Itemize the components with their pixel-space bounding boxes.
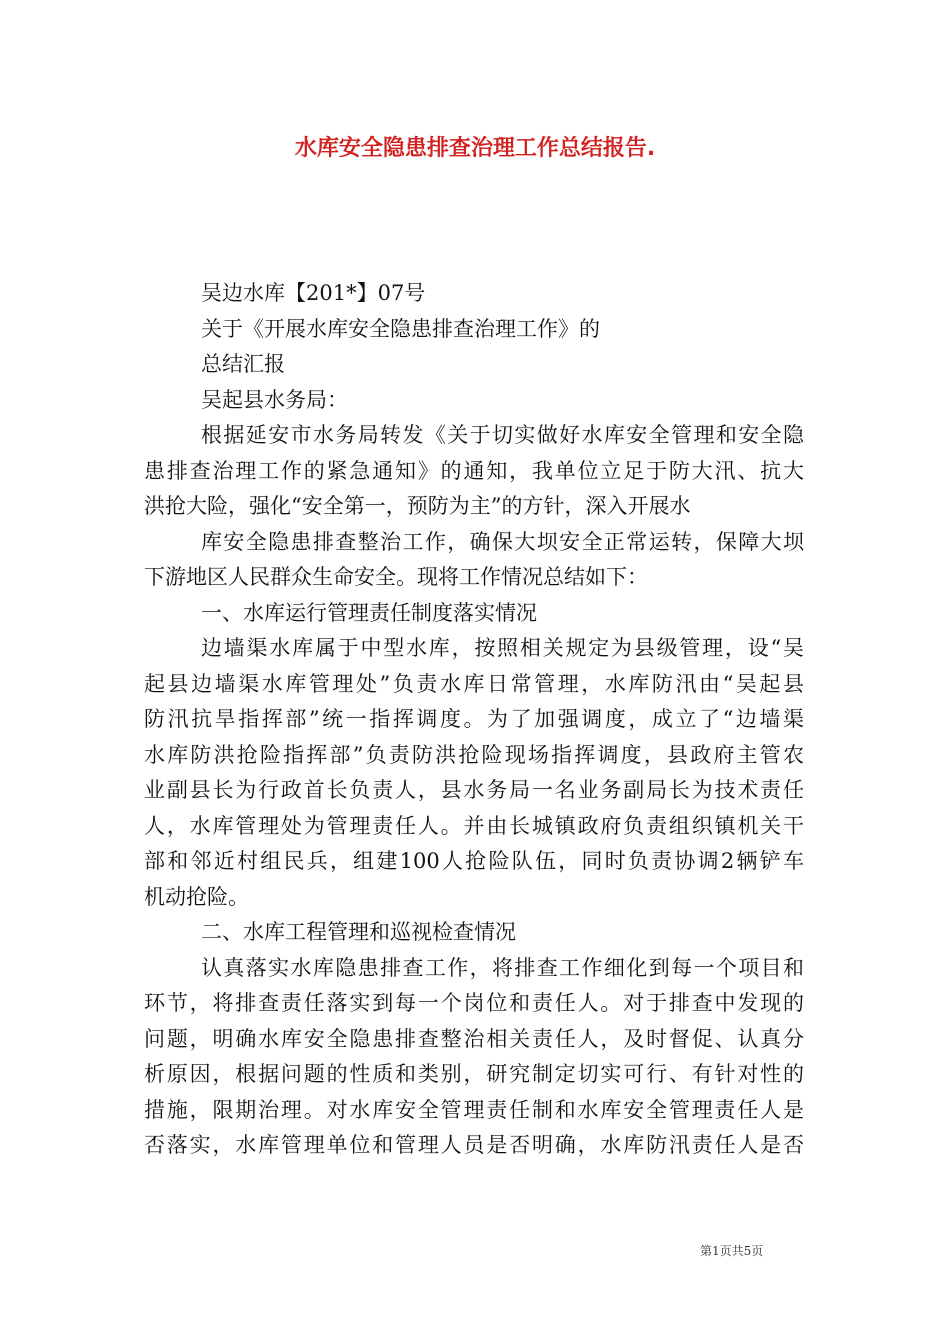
- paragraph-line: 水库防洪抢险指挥部”负责防洪抢险现场指挥调度，县政府主管农: [144, 742, 804, 767]
- section-heading-1: 一、水库运行管理责任制度落实情况: [201, 600, 537, 625]
- doc-number: 吴边水库【201*】07号: [201, 281, 426, 305]
- paragraph-line: 起县边墙渠水库管理处”负责水库日常管理，水库防汛由“吴起县: [144, 671, 804, 696]
- report-subject-cont: 总结汇报: [201, 352, 285, 376]
- paragraph-line: 部和邻近村组民兵，组建100人抢险队伍，同时负责协调2辆铲车: [144, 849, 804, 873]
- paragraph-line: 析原因，根据问题的性质和类别，研究制定切实可行、有针对性的: [144, 1062, 804, 1086]
- report-subject: 关于《开展水库安全隐患排查治理工作》的: [201, 316, 600, 341]
- paragraph-line: 认真落实水库隐患排查工作，将排查工作细化到每一个项目和: [201, 955, 804, 980]
- paragraph-line: 否落实，水库管理单位和管理人员是否明确，水库防汛责任人是否: [144, 1133, 804, 1157]
- paragraph-line: 问题，明确水库安全隐患排查整治相关责任人，及时督促、认真分: [144, 1026, 804, 1051]
- paragraph-line: 患排查治理工作的紧急通知》的通知，我单位立足于防大汛、抗大: [144, 458, 804, 483]
- paragraph-line: 边墙渠水库属于中型水库，按照相关规定为县级管理，设“吴: [201, 636, 804, 660]
- paragraph-line: 措施，限期治理。对水库安全管理责任制和水库安全管理责任人是: [144, 1097, 804, 1122]
- paragraph-line: 环节，将排查责任落实到每一个岗位和责任人。对于排查中发现的: [144, 991, 804, 1015]
- document-body: [144, 276, 804, 1164]
- paragraph-line: 洪抢大险，强化“安全第一，预防为主”的方针，深入开展水: [144, 494, 691, 518]
- paragraph-line: 根据延安市水务局转发《关于切实做好水库安全管理和安全隐: [201, 423, 804, 447]
- paragraph-line: 业副县长为行政首长负责人，县水务局一名业务副局长为技术责任: [144, 778, 804, 802]
- paragraph-line: 人，水库管理处为管理责任人。并由长城镇政府负责组织镇机关干: [144, 813, 804, 838]
- paragraph-line: 防汛抗旱指挥部”统一指挥调度。为了加强调度，成立了“边墙渠: [144, 707, 804, 731]
- page-number: 第1页共5页: [700, 1244, 764, 1258]
- paragraph-line: 下游地区人民群众生命安全。现将工作情况总结如下：: [144, 565, 648, 589]
- addressee: 吴起县水务局：: [201, 387, 348, 412]
- paragraph-line: 库安全隐患排查整治工作，确保大坝安全正常运转，保障大坝: [201, 529, 804, 554]
- document-title: 水库安全隐患排查治理工作总结报告.: [294, 136, 656, 161]
- section-heading-2: 二、水库工程管理和巡视检查情况: [201, 920, 516, 944]
- paragraph-line: 机动抢险。: [144, 884, 249, 909]
